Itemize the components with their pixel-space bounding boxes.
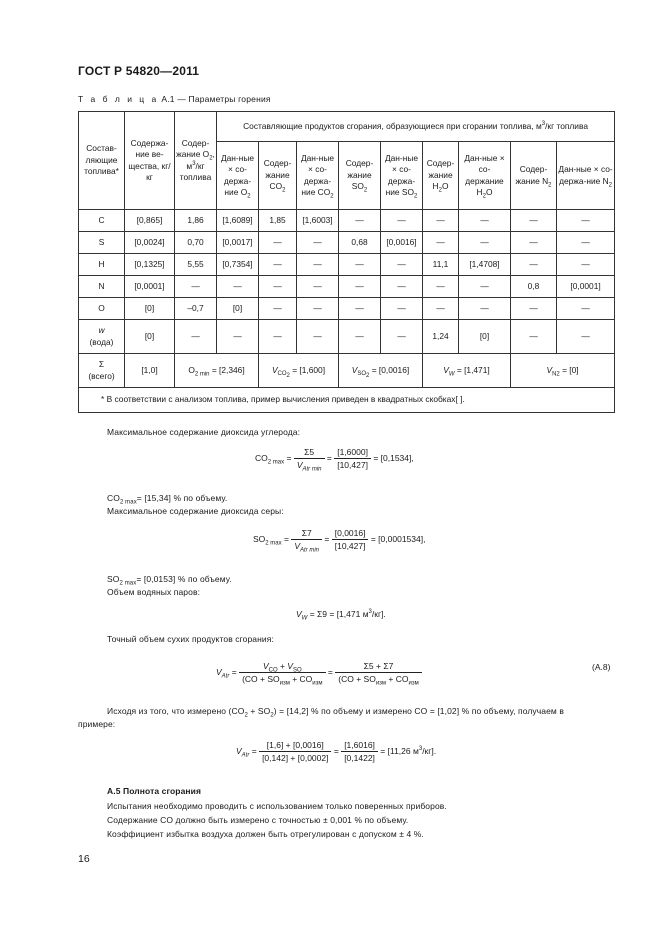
table-cell: — (423, 298, 459, 320)
document-header: ГОСТ Р 54820—2011 (78, 64, 200, 78)
table-cell: — (339, 298, 381, 320)
table-cell: [0,0024] (125, 232, 175, 254)
table-cell: S (79, 232, 125, 254)
subheader-cell: Содер-жание $H_2O$ (423, 142, 459, 210)
table-cell: [0] (217, 298, 259, 320)
header-o2-content: Содер-жание $O_2$, $м^3/кг$ топлива (175, 112, 217, 210)
table-cell: — (175, 276, 217, 298)
table-cell: — (459, 298, 511, 320)
table-cell: — (381, 298, 423, 320)
table-cell: — (259, 298, 297, 320)
table-cell: — (459, 210, 511, 232)
table-cell: — (339, 276, 381, 298)
table-cell: [0,0017] (217, 232, 259, 254)
table-cell: [0,0001] (125, 276, 175, 298)
paragraph-measured-values-cont: примере: (78, 719, 116, 729)
table-caption-prefix: Т а б л и ц а (78, 94, 159, 104)
table-cell: — (557, 320, 615, 354)
subheader-cell: Содер-жание $SO_2$ (339, 142, 381, 210)
table-row (79, 232, 615, 254)
formula-co2-max: $CO_{2 max}$ = $\frac{\Sigma 5}{V_{Atr min}}$ = $\frac{[1,6000]}{[10,427]}$ = [0,1534], (255, 447, 414, 473)
subheader-cell: Дан-ные × со-держа-ние $CO_2$ (297, 142, 339, 210)
table-cell: — (511, 210, 557, 232)
table-cell: [0] (125, 320, 175, 354)
section-line-2: Содержание CO должно быть измерено с точностью ± 0,001 % по объему. (107, 815, 409, 825)
table-cell: 1,85 (259, 210, 297, 232)
paragraph-so2-max-title: Максимальное содержание диоксида серы: (107, 506, 284, 516)
table-cell: — (297, 254, 339, 276)
table-cell: — (297, 276, 339, 298)
table-cell: H (79, 254, 125, 276)
table-cell: — (217, 276, 259, 298)
page-number: 16 (78, 853, 90, 865)
table-cell: — (511, 320, 557, 354)
table-cell: — (511, 298, 557, 320)
table-row (79, 298, 615, 320)
table-cell: 1,86 (175, 210, 217, 232)
total-v-co2: $V_{CO_2} = [1,600]$ (259, 354, 339, 388)
table-cell: Σ (всего) (79, 354, 125, 388)
total-v-n2: $V_{N2} = [0]$ (511, 354, 615, 388)
table-caption (78, 94, 271, 104)
subheader-cell: Дан-ные × со-держа-ние $O_2$ (217, 142, 259, 210)
table-row (79, 254, 615, 276)
formula-water-vapor: $V_W = \Sigma 9 = [1,471$ $м^3/кг$]. (296, 609, 386, 622)
table-row (79, 276, 615, 298)
table-cell: — (381, 210, 423, 232)
subheader-cell: Дан-ные × со-держа-ние $N_2$ (557, 142, 615, 210)
table-cell: 11,1 (423, 254, 459, 276)
table-cell: O (79, 298, 125, 320)
table-caption-text: А.1 — Параметры горения (158, 94, 271, 104)
paragraph-water-vapor-title: Объем водяных паров: (107, 587, 201, 597)
paragraph-measured-values: Исходя из того, что измерено $(CO_2 + SO_2) = [14,2]$ % по объему и измерено CO = [1,02] % по объему, получаем в (107, 706, 564, 719)
section-line-1: Испытания необходимо проводить с использованием только поверенных приборов. (107, 801, 447, 811)
table-cell: — (259, 320, 297, 354)
paragraph-so2-max-value: $SO_{2 max}= [0,0153]$ % по объему. (107, 574, 232, 587)
table-row (79, 210, 615, 232)
table-footnote: * В соответствии с анализом топлива, пример вычисления приведен в квадратных скобках[ ]. (79, 388, 615, 413)
table-cell: N (79, 276, 125, 298)
table-cell: — (557, 232, 615, 254)
table-cell: — (339, 254, 381, 276)
table-row-water (79, 320, 615, 354)
table-cell: — (423, 210, 459, 232)
table-cell: — (297, 232, 339, 254)
table-row-total (79, 354, 615, 388)
table-cell: [0,1325] (125, 254, 175, 276)
table-cell: — (259, 276, 297, 298)
table-cell: [1,6003] (297, 210, 339, 232)
table-cell: [0,7354] (217, 254, 259, 276)
subheader-cell: Содер-жание $CO_2$ (259, 142, 297, 210)
formula-example-result: $V_{Atr}$ = $\frac{[1,6] + [0,0016]}{[0,142] + [0,0002]}$ = $\frac{[1,6016]}{[0,1422]}$ = [11,26 $м^3/кг$]. (236, 740, 437, 763)
table-cell: 0,68 (339, 232, 381, 254)
table-cell: — (557, 298, 615, 320)
header-substance-content: Содержа-ние ве-щества, кг/кг (125, 112, 175, 210)
table-cell: — (423, 232, 459, 254)
table-cell: — (381, 254, 423, 276)
total-o2-min: $O_{2 min} = [2,346]$ (175, 354, 259, 388)
table-cell: — (381, 276, 423, 298)
table-body (79, 210, 615, 320)
paragraph-co2-max-value: $CO_{2 max}= [15,34]$ % по объему. (107, 493, 228, 506)
table-cell: — (259, 232, 297, 254)
table-cell: 0,70 (175, 232, 217, 254)
table-cell: — (557, 210, 615, 232)
section-title: А.5 Полнота сгорания (107, 786, 202, 796)
table-cell: — (175, 320, 217, 354)
header-combustion-products: Составляющие продуктов сгорания, образующиеся при сгорании топлива, $м^3/кг$ топлива (217, 112, 615, 142)
subheader-cell: Дан-ные × со-держание $H_2O$ (459, 142, 511, 210)
formula-label-a8: (А.8) (592, 662, 611, 672)
section-line-3: Коэффициент избытка воздуха должен быть отрегулирован с допуском ± 4 %. (107, 829, 424, 839)
table-cell: — (259, 254, 297, 276)
table-cell: — (557, 254, 615, 276)
table-cell: [0,865] (125, 210, 175, 232)
table-cell: 5,55 (175, 254, 217, 276)
formula-dry-products: $V_{Atr}$ = $\frac{V_{CO} + V_{SO}}{(CO + SO_{изм} + CO_{изм}}$ = $\frac{\Sigma 5 + \Sigma 7}{(CO + SO_{изм} + CO_{изм}}$ (216, 661, 422, 684)
table-cell: — (297, 320, 339, 354)
table-cell: –0,7 (175, 298, 217, 320)
table-cell: [1,4708] (459, 254, 511, 276)
table-cell: — (217, 320, 259, 354)
combustion-parameters-table (78, 111, 615, 413)
table-cell: — (339, 210, 381, 232)
table-cell: — (459, 232, 511, 254)
table-cell: [0,0016] (381, 232, 423, 254)
table-cell: — (297, 298, 339, 320)
header-fuel-components: Состав-ляющие топлива* (79, 112, 125, 210)
table-cell: C (79, 210, 125, 232)
paragraph-co2-max-title: Максимальное содержание диоксида углерода: (107, 427, 301, 437)
subheader-cell: Дан-ные × со-держа-ние $SO_2$ (381, 142, 423, 210)
table-cell: — (459, 276, 511, 298)
table-cell: 0,8 (511, 276, 557, 298)
table-cell: — (423, 276, 459, 298)
paragraph-dry-products-title: Точный объем сухих продуктов сгорания: (107, 634, 274, 644)
table-cell: w (вода) (79, 320, 125, 354)
table-cell: [1,6089] (217, 210, 259, 232)
total-v-w: $V_W = [1,471]$ (423, 354, 511, 388)
table-cell: [0,0001] (557, 276, 615, 298)
table-cell: [0] (459, 320, 511, 354)
table-cell: [1,0] (125, 354, 175, 388)
table-cell: — (511, 254, 557, 276)
subheader-cell: Содер-жание $N_2$ (511, 142, 557, 210)
table-cell: [0] (125, 298, 175, 320)
table-cell: — (511, 232, 557, 254)
table-cell: — (381, 320, 423, 354)
table-cell: 1,24 (423, 320, 459, 354)
table-cell: — (339, 320, 381, 354)
formula-so2-max: $SO_{2 max}$ = $\frac{\Sigma 7}{V_{Atr min}}$ = $\frac{[0,0016]}{[10,427]}$ = [0,0001534], (253, 528, 426, 554)
total-v-so2: $V_{SO_2} = [0,0016]$ (339, 354, 423, 388)
